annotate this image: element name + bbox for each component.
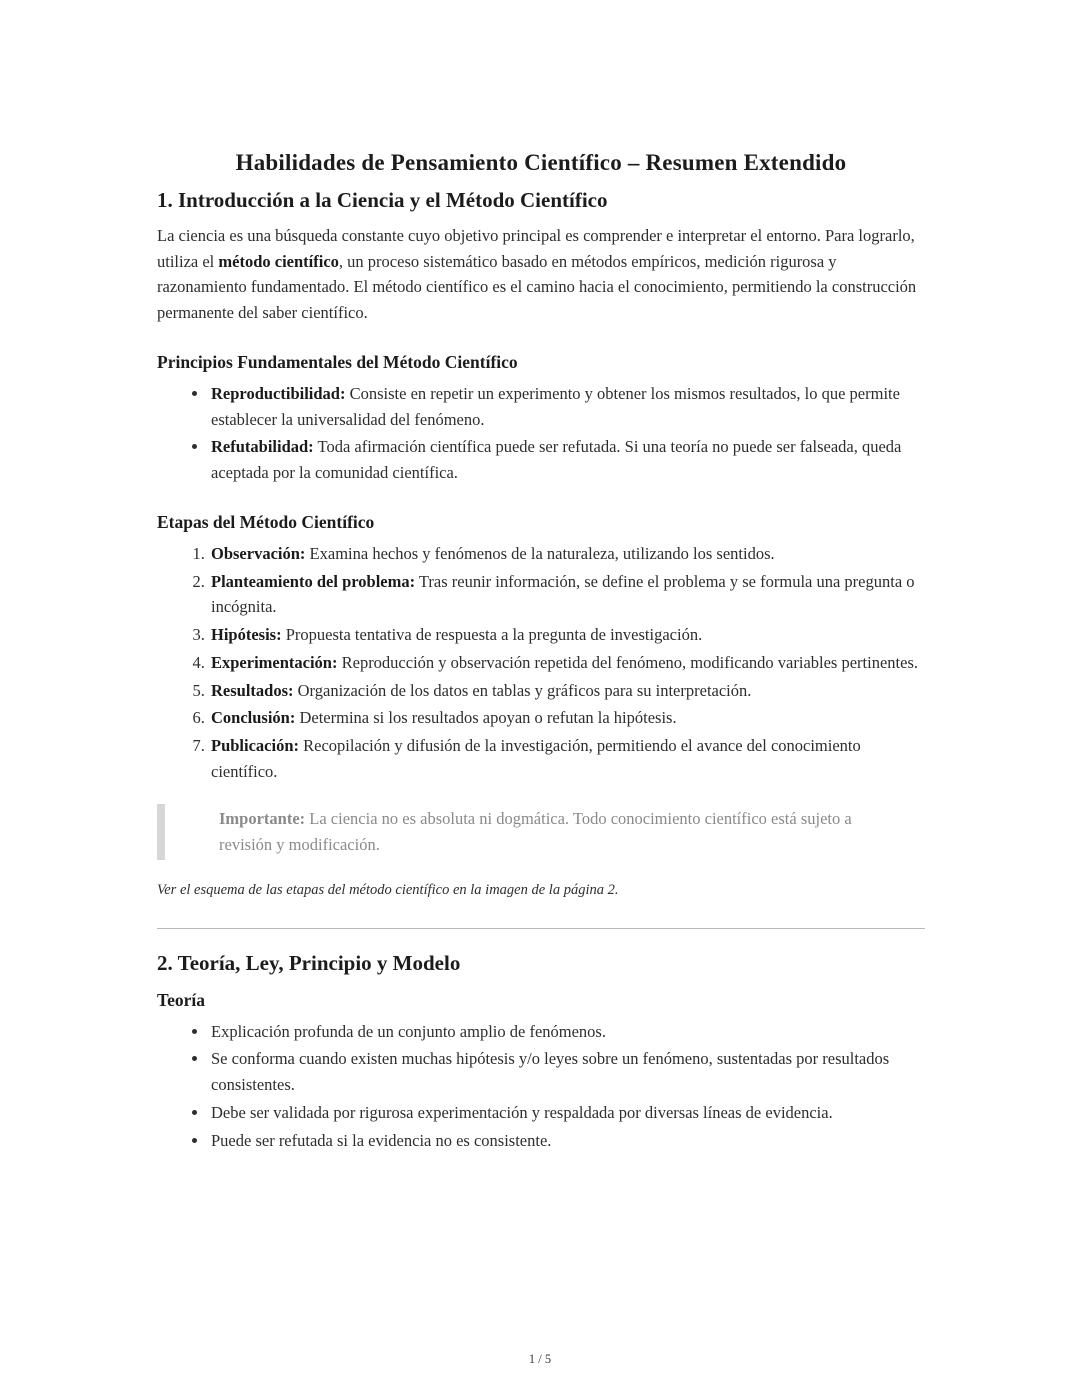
principios-heading: Principios Fundamentales del Método Científico	[157, 351, 518, 372]
term-definition: Toda afirmación científica puede ser refutada. Si una teoría no puede ser falseada, queda aceptada por la comunidad científica.	[211, 437, 902, 483]
list-item	[209, 434, 925, 485]
term-definition: Organización de los datos en tablas y gráficos para su interpretación.	[293, 680, 752, 700]
list-item	[209, 622, 925, 648]
term-definition: Recopilación y difusión de la investigación, permitiendo el avance del conocimiento científico.	[211, 736, 861, 781]
list-item: • Puede ser refutada si la evidencia no es consistente.	[209, 1128, 925, 1154]
term-label: Planteamiento del problema:	[211, 571, 416, 591]
term-definition: Tras reunir información, se define el problema y se formula una pregunta o incógnita.	[211, 571, 915, 617]
term-definition: Examina hechos y fenómenos de la naturaleza, utilizando los sentidos.	[305, 543, 775, 563]
list-item	[209, 381, 925, 432]
etapas-heading: Etapas del Método Científico	[157, 511, 375, 532]
list-item	[209, 650, 925, 676]
important-callout	[157, 804, 925, 859]
term-definition: Propuesta tentativa de respuesta a la pregunta de investigación.	[281, 625, 703, 645]
section-2-heading: 2. Teoría, Ley, Principio y Modelo	[157, 950, 461, 975]
term-label: Hipótesis:	[211, 625, 282, 645]
term-definition: Consiste en repetir un experimento y obtener los mismos resultados, lo que permite establecer la universalidad del fenómeno.	[211, 383, 900, 429]
callout-text: La ciencia no es absoluta ni dogmática. Todo conocimiento científico está sujeto a revisión y modificación.	[219, 809, 852, 855]
page-title: Habilidades de Pensamiento Científico – Resumen Extendido	[235, 150, 847, 175]
list-item	[209, 569, 925, 620]
list-item	[209, 733, 925, 784]
etapas-list	[157, 541, 925, 785]
term-label: Resultados:	[211, 680, 294, 700]
term-label: Observación:	[211, 543, 306, 563]
term-label: Conclusión:	[211, 708, 296, 728]
intro-text-bold: método científico	[218, 251, 339, 271]
intro-text-after: , un proceso sistemático basado en métodos empíricos, medición rigurosa y razonamiento fundamentado. El método científico es el camino hacia el conocimiento, permitiendo la construcción permanente del saber científico.	[157, 251, 917, 323]
term-definition: Determina si los resultados apoyan o refutan la hipótesis.	[295, 708, 677, 728]
list-item	[209, 705, 925, 731]
intro-text-before: La ciencia es una búsqueda constante cuyo objetivo principal es comprender e interpretar el entorno. Para lograrlo, utiliza el	[157, 226, 915, 271]
page-number: 1 / 5	[528, 1352, 552, 1366]
term-label: Experimentación:	[211, 652, 338, 672]
list-item: • Explicación profunda de un conjunto amplio de fenómenos.	[209, 1019, 925, 1045]
section-divider	[157, 928, 925, 929]
list-item	[209, 541, 925, 567]
figure-reference-note: Ver el esquema de las etapas del método científico en la imagen de la página 2.	[157, 881, 619, 898]
intro-paragraph	[157, 223, 925, 326]
teoria-heading: Teoría	[157, 989, 205, 1010]
list-item	[209, 678, 925, 704]
term-label: Refutabilidad:	[211, 437, 314, 457]
term-label: Reproductibilidad:	[211, 383, 346, 403]
callout-label: Importante:	[219, 809, 306, 829]
section-1-heading: 1. Introducción a la Ciencia y el Método Científico	[157, 188, 608, 212]
term-definition: Reproducción y observación repetida del fenómeno, modificando variables pertinentes.	[337, 652, 918, 672]
teoria-list	[157, 1019, 925, 1154]
list-item: • Se conforma cuando existen muchas hipótesis y/o leyes sobre un fenómeno, sustentadas por resultados consistentes.	[209, 1046, 925, 1097]
list-item: • Debe ser validada por rigurosa experimentación y respaldada por diversas líneas de evidencia.	[209, 1100, 925, 1126]
term-label: Publicación:	[211, 736, 300, 756]
principios-list	[157, 381, 925, 486]
